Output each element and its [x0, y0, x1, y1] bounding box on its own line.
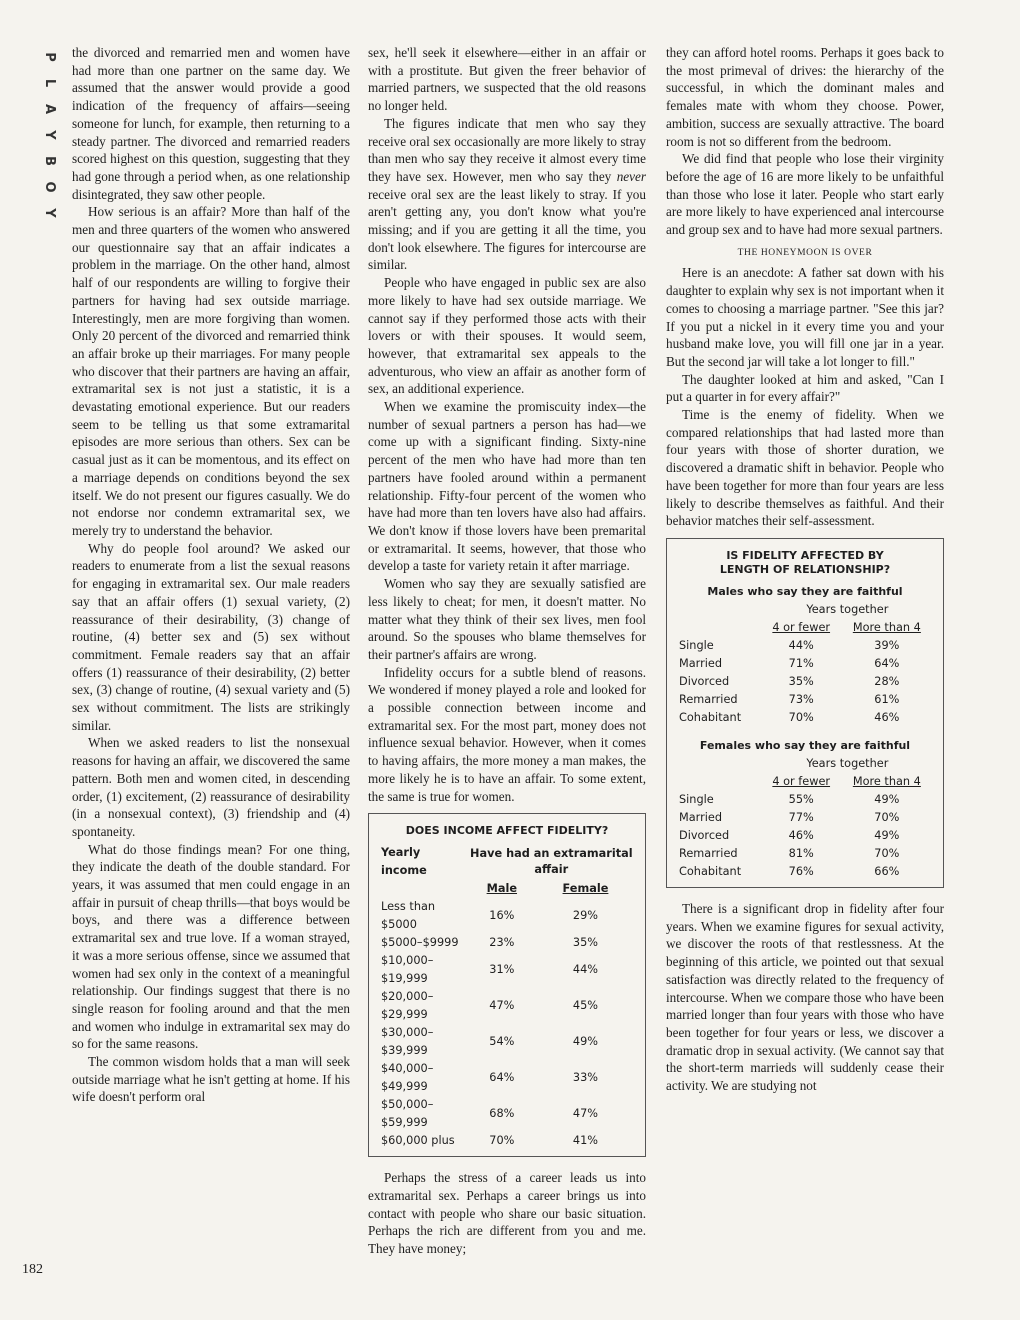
paragraph: When we examine the promiscuity index—the number of sexual partners a person has had—we come up with a significant finding. Sixty-nine percent of the men who have had more than ten partners have fooled around within a permanent relationship. Fifty-four percent of the women who have had more than ten lovers have also had affairs. We don't know if those lovers have been premarital or extramarital. It seems, however, that those who develop a taste for variety retain it after marriage. [368, 399, 646, 574]
paragraph: How serious is an affair? More than half of the men and three quarters of the women who answered our questionnaire say that an affair indicates a problem in the marriage. On the other hand, almost half of our respondents are willing to forgive their partners for having had sex outside marriage. Interestingly, men are more forgiving than women. Only 20 percent of the divorced and remarried think an affair broke up their marriages. For many people who discover that their partners are having an affair, extramarital sex is not just a statistic, it is a devastating emotional experience. But our readers seem to be telling us that some extramarital episodes are more serious than others. Sex can be casual just as it can be momentous, and its effect on a marriage depends on conditions beyond the sex itself. We do not present our figures casually. We do not endorse nor condemn extramarital sex, we merely try to understand the behavior. [72, 204, 350, 538]
paragraph: When we asked readers to list the nonsexual reasons for having an affair, we discovered the same pattern. Both men and women cited, in descending order, (1) excitement, (2) reassurance of desirability (in a nonsexual context), (3) friendship and (4) spontaneity. [72, 735, 350, 839]
paragraph: The daughter looked at him and asked, "Can I put a quarter in for every affair?" [666, 371, 944, 405]
paragraph: the divorced and remarried men and women have had more than one partner on the same day. We assumed that the answer would provide a good indication of the frequency of affairs—seeing someone for lunch, for example, then returning to a steady partner. The divorced and remarried readers scored highest on this question, suggesting that they had gone through a period when, as one relationship disintegrated, they saw other people. [72, 45, 350, 202]
years-together-label: Years together [806, 602, 889, 616]
article-column-2 [368, 44, 646, 1258]
table-subheader-row [677, 773, 933, 791]
empty-cell [677, 619, 762, 637]
table-row [677, 791, 933, 809]
table-cell-b: 70% [874, 810, 900, 824]
table-cell-female: 35% [572, 936, 599, 950]
table-cell-income: $40,000–$49,999 [381, 1062, 434, 1094]
table-cell-female: 33% [572, 1071, 599, 1085]
paragraph: We did find that people who lose their virginity before the age of 16 are more likely to be unfaithful than those who lose it later. People who start early are more likely to have experienced anal intercourse and group sex and to have had more sexual partners. [666, 151, 944, 238]
table-cell-a: 70% [788, 710, 814, 724]
table-title: DOES INCOME AFFECT FIDELITY? [405, 824, 609, 838]
table-cell-a: 73% [788, 692, 814, 706]
table-cell-status: Remarried [679, 846, 738, 860]
table-cell-male: 47% [489, 999, 515, 1013]
table-row [379, 898, 635, 934]
table-cell-male: 70% [489, 1134, 515, 1148]
table-cell-b: 28% [874, 674, 900, 688]
females-subtitle: Females who say they are faithful [699, 738, 911, 752]
paragraph: There is a significant drop in fidelity after four years. When we examine figures for sexual activity, we discover the roots of that restlessness. At the beginning of this article, we pointed out that sexual satisfaction was directly related to the frequency of intercourse. When we compare those who have been married longer than four years with those who have been together for four years or less, we discover a dramatic drop in sexual activity. (We cannot say that the short-term marrieds will suddenly cease their activity. We are studying not [666, 900, 944, 1094]
paragraph-text: The figures indicate that men who say they receive oral sex occasionally are more likely to stray than men who say they receive it almost every time they have sex. However, men who say they [368, 115, 646, 184]
article-column-3 [666, 44, 944, 1095]
table-cell-status: Married [679, 810, 723, 824]
paragraph: People who have engaged in public sex are also more likely to have had sex outside marriage. We cannot say if they performed those acts with their lovers or with their spouses. It would seem, however, that extramarital sex appeals to the adventurous, who view an affair as another form of sex, an additional experience. [368, 275, 646, 397]
sidebar-letter: L [42, 78, 57, 88]
table-cell-status: Divorced [679, 828, 730, 842]
table-cell-female: 49% [572, 1035, 599, 1049]
table-header-row [379, 844, 635, 880]
table-row [379, 952, 635, 988]
paragraph: Here is an anecdote: A father sat down with his daughter to explain why sex is not important when it comes to choosing a marriage partner. "See this jar? If you put a nickel in it every time you and your husband make love, you will fill one jar in a year. But the second jar will take a lot longer to fill." [666, 265, 944, 369]
table-cell-female: 41% [572, 1134, 599, 1148]
table-row [677, 863, 933, 881]
income-table-body [379, 898, 635, 1150]
females-table-body [677, 791, 933, 881]
table-cell-a: 77% [788, 810, 814, 824]
paragraph: sex, he'll seek it elsewhere—either in an affair or with a prostitute. But given the freer behavior of married partners, we suspected that the old reasons no longer held. [368, 45, 646, 114]
table-cell-female: 47% [572, 1107, 599, 1121]
table-cell-female: 29% [572, 909, 599, 923]
sidebar-letter: Y [42, 130, 57, 140]
sidebar-letter: Y [42, 208, 57, 218]
article-column-1 [72, 44, 350, 1106]
sidebar-letter: A [42, 103, 57, 115]
table-cell-male: 16% [489, 909, 515, 923]
males-table [677, 601, 933, 727]
table-cell-income: $5000–$9999 [381, 936, 459, 950]
table-cell-income: Less than $5000 [381, 900, 436, 932]
table-subheader-row [379, 880, 635, 898]
table-row [379, 934, 635, 952]
group-header: Have had an extramarital affair [470, 847, 633, 877]
relationship-length-table [666, 538, 944, 888]
table-cell-status: Single [679, 792, 714, 806]
table-cell-status: Married [679, 656, 723, 670]
paragraph: they can afford hotel rooms. Perhaps it goes back to the most primeval of drives: the hierarchy of the successful, in which the dominant males and females mate with whom they choose. Power, ambition, success are sexually attractive. The board room is not so different from the bedroom. [666, 45, 944, 149]
paragraph-text: receive oral sex are the least likely to stray. If you aren't getting any, you don't know what you're missing; and if you are getting it all the time, you don't look elsewhere. The figures for intercourse are similar. [368, 186, 646, 273]
table-title [677, 549, 933, 577]
table-row [379, 1132, 635, 1150]
income-fidelity-table [368, 813, 646, 1157]
males-table-body [677, 637, 933, 727]
table-cell-b: 39% [874, 638, 900, 652]
table-cell-a: 71% [788, 656, 814, 670]
paragraph: Women who say they are sexually satisfied are less likely to cheat; for men, it doesn't matter. No matter what they think of their sex lives, men fool around. So the spouses who blame themselves for their partner's affairs are wrong. [368, 576, 646, 662]
table-row [379, 1024, 635, 1060]
col-header-male: Male [486, 882, 518, 896]
table-cell-male: 54% [489, 1035, 515, 1049]
table-cell-income: $30,000–$39,999 [381, 1026, 434, 1058]
table-cell-male: 64% [489, 1071, 515, 1085]
empty-cell [677, 601, 762, 619]
table-cell-b: 64% [874, 656, 900, 670]
paragraph: Perhaps the stress of a career leads us into extramarital sex. Perhaps a career brings us into contact with people who share our basic situation. Perhaps the rich are different from you and me. They have money; [368, 1170, 646, 1257]
table-cell-income: $10,000–$19,999 [381, 954, 434, 986]
table-row [677, 673, 933, 691]
table-cell-male: 23% [489, 936, 515, 950]
table-cell-a: 35% [788, 674, 814, 688]
table-cell-status: Cohabitant [679, 710, 742, 724]
table-cell-b: 46% [874, 710, 900, 724]
table-cell-b: 70% [874, 846, 900, 860]
empty-cell [677, 773, 762, 791]
table-cell-a: 46% [788, 828, 814, 842]
col-header-4-or-fewer: 4 or fewer [772, 620, 831, 634]
table-row [677, 709, 933, 727]
paragraph [368, 115, 646, 274]
table-cell-b: 49% [874, 792, 900, 806]
sidebar-letter: P [42, 52, 57, 62]
col-header-more-than-4: More than 4 [852, 620, 921, 634]
empty-cell [677, 755, 762, 773]
table-row [677, 845, 933, 863]
table-row [677, 655, 933, 673]
table-title-line: IS FIDELITY AFFECTED BY [726, 548, 884, 562]
table-row [677, 809, 933, 827]
table-cell-status: Single [679, 638, 714, 652]
sidebar-letter: B [42, 156, 57, 166]
col-header-more-than-4: More than 4 [852, 774, 921, 788]
table-cell-male: 31% [489, 963, 515, 977]
table-title-line: LENGTH OF RELATIONSHIP? [719, 562, 891, 576]
section-subhead: THE HONEYMOON IS OVER [737, 247, 873, 258]
table-cell-b: 66% [874, 864, 900, 878]
table-cell-income: $50,000–$59,999 [381, 1098, 434, 1130]
magazine-sidebar-logo [36, 44, 56, 226]
paragraph: Infidelity occurs for a subtle blend of reasons. We wondered if money played a role and looked for a possible connection between income and extramarital sex. For the most part, money does not influence sexual behavior. However, when it comes to having affairs, the more money a man makes, the more likely he is to have an affair. To some extent, the same is true for women. [368, 664, 646, 804]
table-cell-status: Remarried [679, 692, 738, 706]
females-table [677, 755, 933, 881]
table-cell-b: 61% [874, 692, 900, 706]
table-cell-a: 81% [788, 846, 814, 860]
table-cell-status: Divorced [679, 674, 730, 688]
sidebar-letter: O [42, 181, 57, 193]
years-together-label: Years together [806, 756, 889, 770]
table-subheader-row [677, 619, 933, 637]
empty-cell [379, 880, 468, 898]
table-cell-male: 68% [489, 1107, 515, 1121]
col-header-4-or-fewer: 4 or fewer [772, 774, 831, 788]
table-cell-income: $20,000–$29,999 [381, 990, 434, 1022]
years-header-row [677, 755, 933, 773]
table-cell-status: Cohabitant [679, 864, 742, 878]
income-table-grid [379, 844, 635, 1150]
table-row [379, 988, 635, 1024]
paragraph: Why do people fool around? We asked our readers to enumerate from a list the sexual reasons for engaging in extramarital sex. Our male readers say that an affair offers (1) sexual variety, (2) reassurance of their desirability, (3) change of routine, (4) better sex and (5) sex without commitment. Female readers say that an affair offers (1) reassurance of their desirability, (2) better sex, (3) change of routine, (4) sexual variety and (5) sex without commitment. The lists are strikingly similar. [72, 540, 350, 733]
paragraph: The common wisdom holds that a man will seek outside marriage what he isn't getting at home. If his wife doesn't perform oral [72, 1054, 350, 1105]
table-row [379, 1096, 635, 1132]
table-cell-female: 45% [572, 999, 599, 1013]
table-cell-a: 44% [788, 638, 814, 652]
table-row [379, 1060, 635, 1096]
table-cell-female: 44% [572, 963, 599, 977]
table-row [677, 827, 933, 845]
row-header: Yearly income [381, 846, 427, 878]
paragraph: Time is the enemy of fidelity. When we compared relationships that had lasted more than four years with those of shorter duration, we discovered a dramatic shift in behavior. People who have been together for more than four years are less likely to describe themselves as faithful. And their behavior matches their self-assessment. [666, 407, 944, 529]
emphasis-text: never [616, 168, 646, 184]
table-cell-b: 49% [874, 828, 900, 842]
table-cell-a: 76% [788, 864, 814, 878]
paragraph: What do those findings mean? For one thing, they indicate the death of the double standard. For years, it was assumed that men could engage in an affair in pursuit of cheap thrills—that boys would be boys, and there was a difference between extramarital sex and true love. If a woman strayed, it was a more serious offense, since we assumed that women had sex only in the context of a meaningful relationship. Our findings suggest that there is no single reason for fooling around and that the men and women who indulge in extramarital sex may do so for the same reasons. [72, 841, 350, 1052]
table-cell-income: $60,000 plus [381, 1134, 455, 1148]
table-cell-a: 55% [788, 792, 814, 806]
years-header-row [677, 601, 933, 619]
males-subtitle: Males who say they are faithful [707, 584, 903, 598]
table-row [677, 637, 933, 655]
page-number: 182 [22, 1262, 43, 1277]
table-row [677, 691, 933, 709]
col-header-female: Female [562, 882, 609, 896]
